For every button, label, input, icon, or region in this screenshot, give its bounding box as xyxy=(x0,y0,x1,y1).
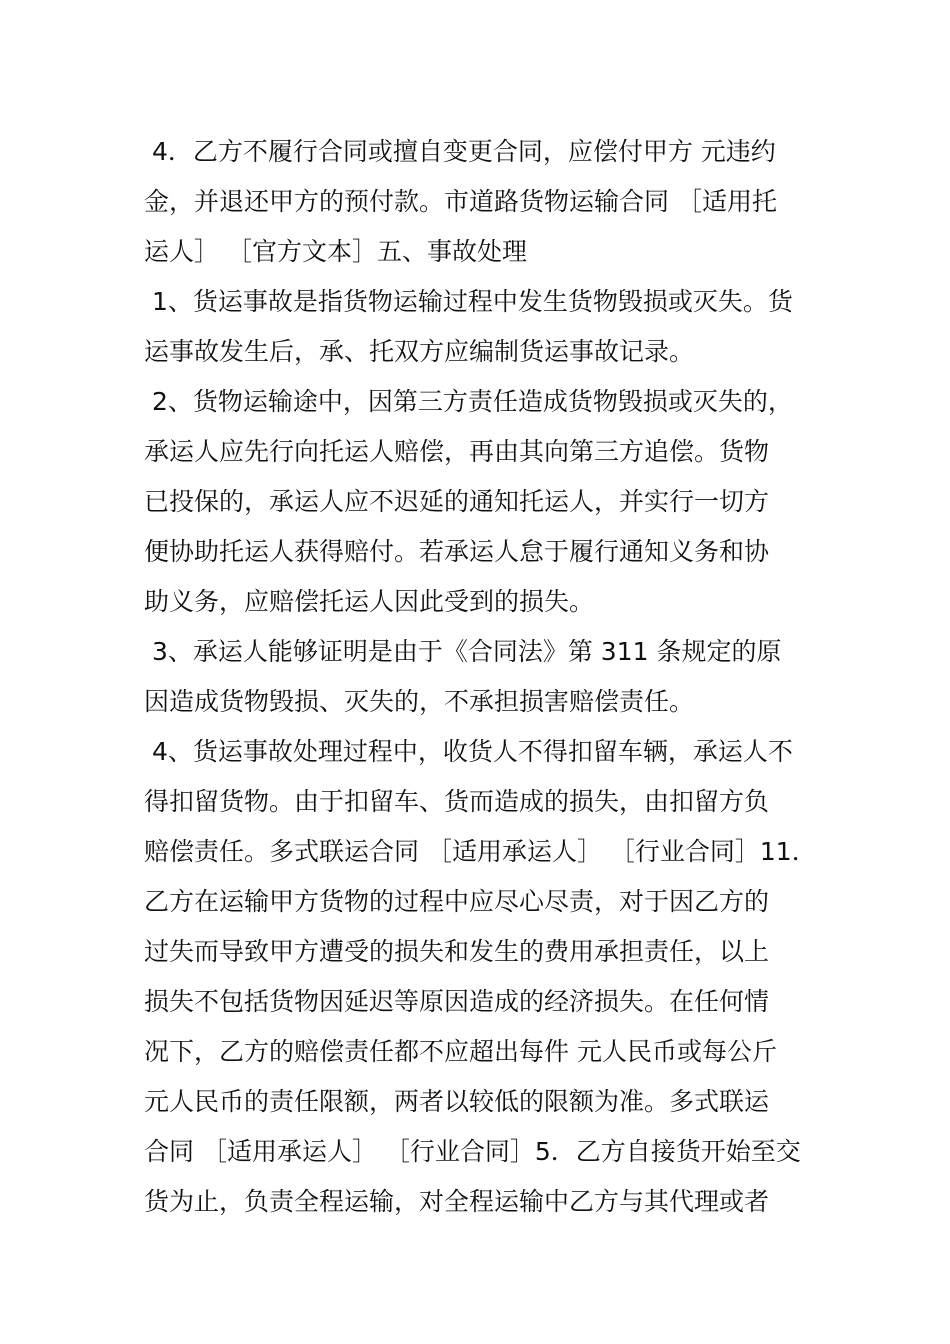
text-line-6: 2、货物运输途中，因第三方责任造成货物毁损或灭失的， xyxy=(144,387,793,416)
text-line-16: 乙方在运输甲方货物的过程中应尽心尽责，对于因乙方的 xyxy=(144,887,770,916)
text-line-1: 4．乙方不履行合同或擅自变更合同，应偿付甲方 元违约 xyxy=(144,137,776,166)
text-line-9: 便协助托运人获得赔付。若承运人怠于履行通知义务和协 xyxy=(144,537,770,566)
text-line-11: 3、承运人能够证明是由于《合同法》第 311 条规定的原 xyxy=(144,637,782,666)
text-line-18: 损失不包括货物因延迟等原因造成的经济损失。在任何情 xyxy=(144,987,770,1016)
text-line-3: 运人］ ［官方文本］五、事故处理 xyxy=(144,237,527,266)
text-line-5: 运事故发生后，承、托双方应编制货运事故记录。 xyxy=(144,337,695,366)
text-line-13: 4、货运事故处理过程中，收货人不得扣留车辆，承运人不 xyxy=(144,737,793,766)
text-line-15: 赔偿责任。多式联运合同 ［适用承运人］ ［行业合同］11． xyxy=(144,837,817,866)
text-line-21: 合同 ［适用承运人］ ［行业合同］5．乙方自接货开始至交 xyxy=(144,1137,801,1166)
body-text xyxy=(144,127,817,1227)
text-line-2: 金，并退还甲方的预付款。市道路货物运输合同 ［适用托 xyxy=(144,187,777,216)
text-line-8: 已投保的，承运人应不迟延的通知托运人，并实行一切方 xyxy=(144,487,770,516)
text-line-10: 助义务，应赔偿托运人因此受到的损失。 xyxy=(144,587,595,616)
text-line-12: 因造成货物毁损、灭失的，不承担损害赔偿责任。 xyxy=(144,687,695,716)
text-line-17: 过失而导致甲方遭受的损失和发生的费用承担责任，以上 xyxy=(144,937,770,966)
text-line-20: 元人民币的责任限额，两者以较低的限额为准。多式联运 xyxy=(144,1087,770,1116)
text-line-7: 承运人应先行向托运人赔偿，再由其向第三方追偿。货物 xyxy=(144,437,770,466)
text-line-14: 得扣留货物。由于扣留车、货而造成的损失，由扣留方负 xyxy=(144,787,770,816)
text-line-22: 货为止，负责全程运输，对全程运输中乙方与其代理或者 xyxy=(144,1187,770,1216)
text-line-4: 1、货运事故是指货物运输过程中发生货物毁损或灭失。货 xyxy=(144,287,793,316)
text-line-19: 况下，乙方的赔偿责任都不应超出每件 元人民币或每公斤 xyxy=(144,1037,777,1066)
